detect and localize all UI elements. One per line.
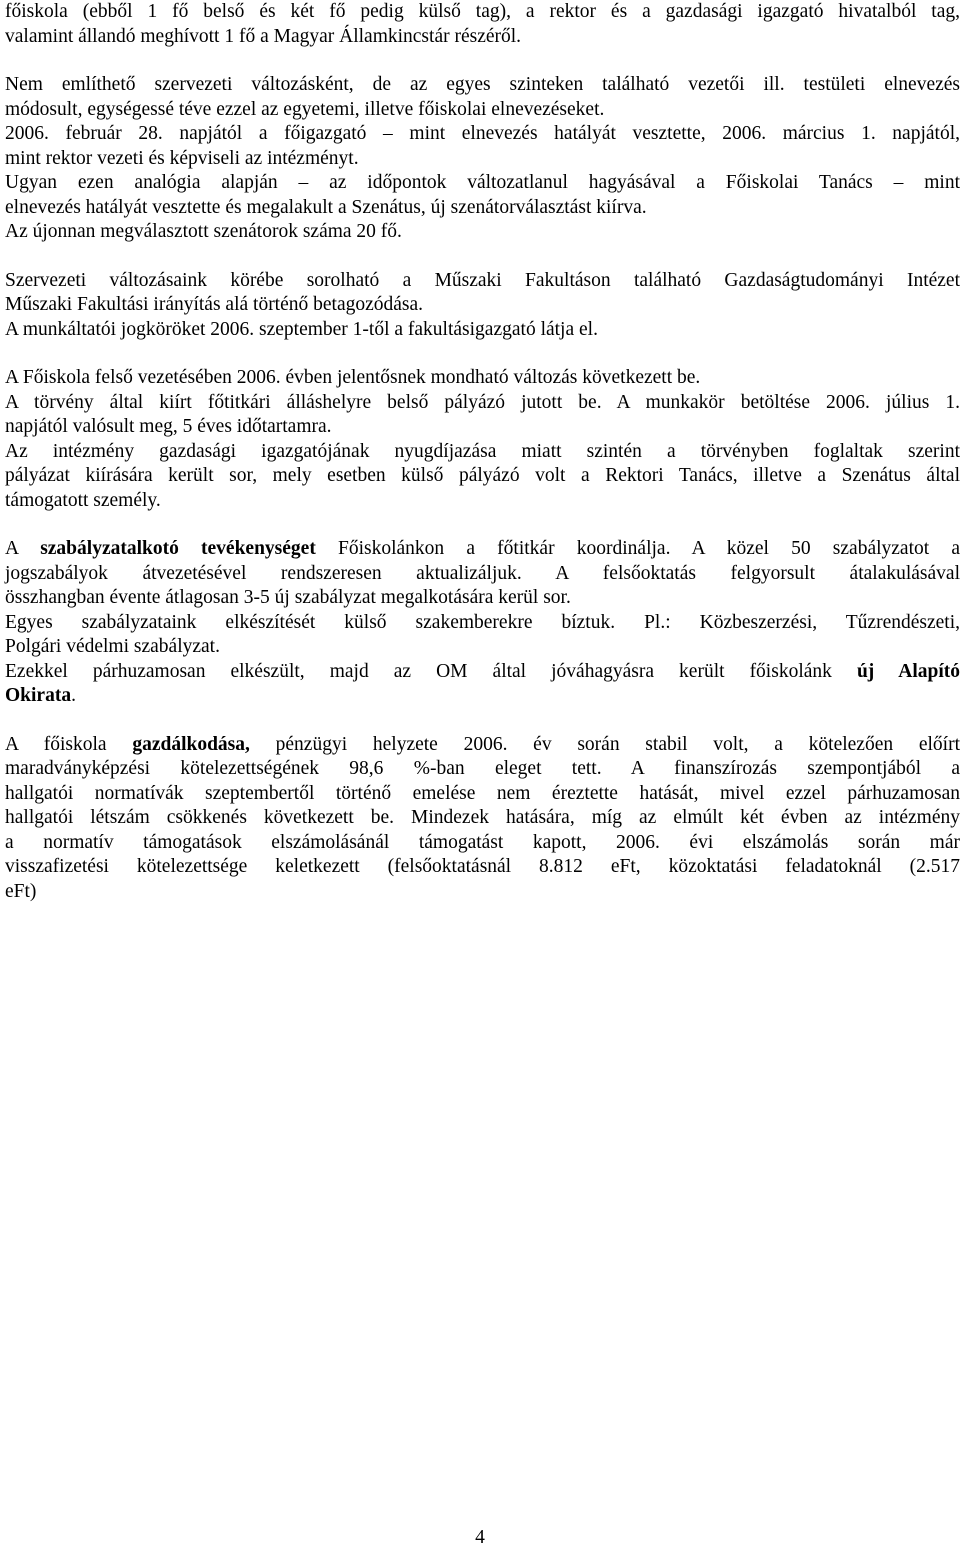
bold-phrase: gazdálkodása, bbox=[132, 733, 250, 755]
paragraph-organizational-changes bbox=[5, 269, 960, 343]
text-line: Műszaki Fakultási irányítás alá történő betagozódása. bbox=[5, 294, 424, 315]
text-line: napjától valósult meg, 5 éves időtartamra. bbox=[5, 416, 332, 437]
text-line: valamint állandó meghívott 1 fő a Magyar Államkincstár részéről. bbox=[5, 25, 522, 47]
text-line: jogszabályok átvezetésével rendszeresen aktualizáljuk. A felsőoktatás felgyorsult átalakulásával bbox=[5, 562, 960, 584]
text-line: Okirata. bbox=[5, 685, 76, 706]
text-line: pályázat kiírására került sor, mely esetben külső pályázó volt a Rektori Tanács, illetve a Szenátus által bbox=[5, 465, 960, 486]
text-line: Az újonnan megválasztott szenátorok száma 20 fő. bbox=[5, 221, 402, 242]
text-line: elnevezés hatályát vesztette és megalakult a Szenátus, új szenátorválasztást kiírva. bbox=[5, 196, 647, 218]
text-line: visszafizetési kötelezettsége keletkezett (felsőoktatásnál 8.812 eFt, közoktatási feladatoknál (2.517 bbox=[5, 856, 960, 877]
paragraph-name-changes bbox=[5, 73, 960, 245]
text-line: hallgatói létszám csökkenés következett be. Mindezek hatására, míg az elmúlt két évben az intézmény bbox=[5, 807, 960, 828]
bold-phrase: szabályzatalkotó tevékenységet bbox=[40, 538, 316, 559]
text-line: Polgári védelmi szabályzat. bbox=[5, 636, 220, 657]
text-line: Nem említhető szervezeti változásként, de az egyes szinteken található vezetői ill. testületi elnevezés bbox=[5, 74, 960, 95]
text-line: összhangban évente átlagosan 3-5 új szabályzat megalkotására kerül sor. bbox=[5, 587, 571, 608]
text-line: A munkáltatói jogköröket 2006. szeptember 1-től a fakultásigazgató látja el. bbox=[5, 318, 598, 340]
text-line: Egyes szabályzataink elkészítését külső szakemberekre bíztuk. Pl.: Közbeszerzési, Tűzrendészeti, bbox=[5, 611, 960, 633]
paragraph-council-membership bbox=[5, 0, 960, 49]
text-line: A Főiskola felső vezetésében 2006. évben jelentősnek mondható változás következett be. bbox=[5, 367, 701, 388]
text-line: 2006. február 28. napjától a főigazgató – mint elnevezés hatályát vesztette, 2006. március 1. napjától, bbox=[5, 123, 960, 144]
text-line: Az intézmény gazdasági igazgatójának nyugdíjazása miatt szintén a törvényben foglaltak szerint bbox=[5, 440, 960, 462]
text-line: A szabályzatalkotó tevékenységet Főiskolánkon a főtitkár koordinálja. A közel 50 szabályzatot a bbox=[5, 538, 960, 559]
paragraph-leadership-changes bbox=[5, 366, 960, 513]
text-line: Szervezeti változásaink körébe sorolható a Műszaki Fakultáson található Gazdaságtudományi Intézet bbox=[5, 269, 960, 291]
text-line: a normatív támogatások elszámolásánál támogatást kapott, 2006. évi elszámolás során már bbox=[5, 831, 960, 853]
bold-phrase: új Alapító bbox=[856, 660, 960, 682]
text-line: eFt) bbox=[5, 880, 37, 902]
text-line: mint rektor vezeti és képviseli az intézményt. bbox=[5, 147, 359, 169]
page-number: 4 bbox=[475, 1527, 485, 1548]
paragraph-regulations bbox=[5, 537, 960, 709]
bold-phrase: Okirata bbox=[5, 685, 72, 706]
text-line: A főiskola gazdálkodása, pénzügyi helyzete 2006. év során stabil volt, a kötelezően előírt bbox=[5, 733, 960, 755]
text-line: főiskola (ebből 1 fő belső és két fő pedig külső tag), a rektor és a gazdasági igazgató hivatalból tag, bbox=[5, 1, 960, 22]
text-line: módosult, egységessé téve ezzel az egyetemi, illetve főiskolai elnevezéseket. bbox=[5, 98, 605, 120]
text-line: A törvény által kiírt főtitkári álláshelyre belső pályázó jutott be. A munkakör betöltése 2006. július 1. bbox=[5, 391, 960, 413]
text-line: hallgatói normatívák szeptembertől történő emelése nem éreztette hatását, mivel ezzel párhuzamosan bbox=[5, 782, 960, 804]
text-line: maradványképzési kötelezettségének 98,6 %-ban eleget tett. A finanszírozás szempontjából a bbox=[5, 758, 960, 779]
text-line: Ugyan ezen analógia alapján – az időpontok változatlanul hagyásával a Főiskolai Tanács – mint bbox=[5, 172, 960, 193]
text-line: Ezekkel párhuzamosan elkészült, majd az OM által jóváhagyásra került főiskolánk új Alapító bbox=[5, 660, 960, 682]
paragraph-finances bbox=[5, 733, 960, 905]
document-page bbox=[5, 0, 960, 904]
text-line: támogatott személy. bbox=[5, 489, 161, 511]
